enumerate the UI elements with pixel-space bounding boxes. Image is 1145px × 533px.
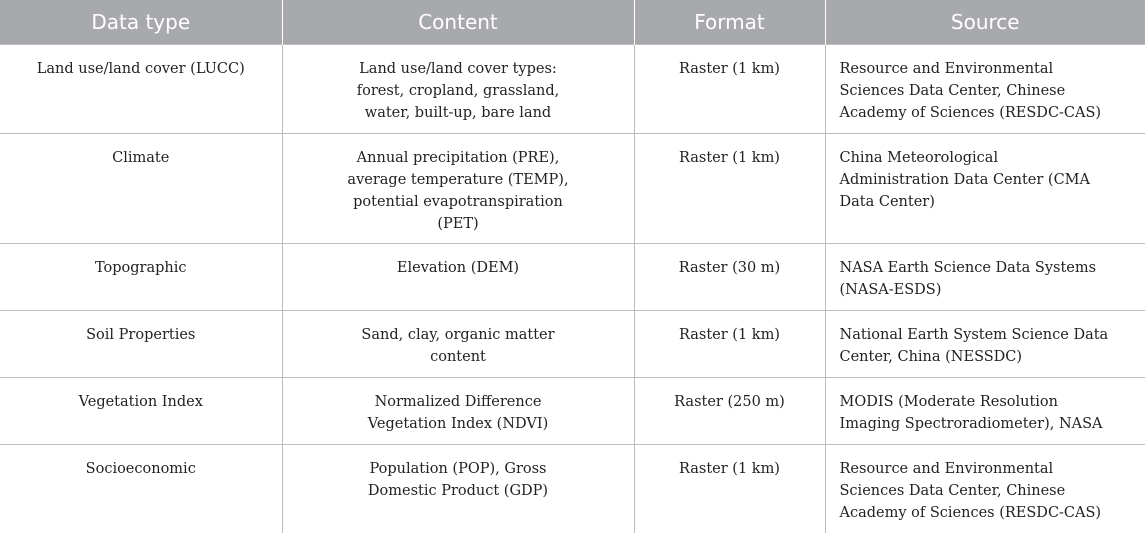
format-text: Raster (1 km)	[679, 147, 780, 169]
table-body	[0, 45, 1145, 533]
header-row	[0, 0, 1145, 45]
source-text: Resource and Environmental Sciences Data Center, Chinese Academy of Sciences (RESDC-CAS)	[840, 458, 1110, 524]
cell-format	[634, 445, 825, 533]
data-type-text: Climate	[112, 147, 169, 169]
table-row	[0, 45, 1145, 134]
format-text: Raster (1 km)	[679, 58, 780, 80]
data-type-text: Soil Properties	[86, 324, 195, 346]
cell-data-type	[0, 134, 282, 244]
data-type-text: Vegetation Index	[79, 391, 203, 413]
format-text: Raster (1 km)	[679, 458, 780, 480]
cell-data-type	[0, 378, 282, 445]
header-source: Source	[825, 0, 1145, 45]
header-format: Format	[634, 0, 825, 45]
source-text: NASA Earth Science Data Systems (NASA-ESDS)	[840, 257, 1110, 301]
table-row	[0, 445, 1145, 533]
cell-content	[282, 311, 634, 378]
data-type-text: Topographic	[95, 257, 187, 279]
cell-source	[825, 311, 1145, 378]
source-text: China Meteorological Administration Data Center (CMA Data Center)	[840, 147, 1110, 213]
cell-data-type	[0, 45, 282, 134]
table-row	[0, 378, 1145, 445]
cell-format	[634, 244, 825, 311]
content-text: Population (POP), Gross Domestic Product (GDP)	[338, 458, 578, 502]
cell-data-type	[0, 445, 282, 533]
table-row	[0, 244, 1145, 311]
header-data-type: Data type	[0, 0, 282, 45]
cell-format	[634, 311, 825, 378]
cell-format	[634, 45, 825, 134]
source-text: Resource and Environmental Sciences Data Center, Chinese Academy of Sciences (RESDC-CAS)	[840, 58, 1110, 124]
cell-source	[825, 134, 1145, 244]
cell-data-type	[0, 311, 282, 378]
cell-source	[825, 45, 1145, 134]
cell-content	[282, 378, 634, 445]
data-type-text: Socioeconomic	[86, 458, 196, 480]
cell-content	[282, 134, 634, 244]
cell-format	[634, 378, 825, 445]
cell-source	[825, 244, 1145, 311]
content-text: Sand, clay, organic matter content	[338, 324, 578, 368]
source-text: MODIS (Moderate Resolution Imaging Spectroradiometer), NASA	[840, 391, 1110, 435]
cell-data-type	[0, 244, 282, 311]
cell-content	[282, 244, 634, 311]
content-text: Land use/land cover types: forest, cropland, grassland, water, built-up, bare land	[338, 58, 578, 124]
header-content: Content	[282, 0, 634, 45]
table-row	[0, 311, 1145, 378]
table-header	[0, 0, 1145, 45]
cell-source	[825, 378, 1145, 445]
format-text: Raster (30 m)	[679, 257, 780, 279]
content-text: Elevation (DEM)	[338, 257, 578, 279]
data-type-text: Land use/land cover (LUCC)	[37, 58, 245, 80]
cell-format	[634, 134, 825, 244]
content-text: Annual precipitation (PRE), average temperature (TEMP), potential evapotranspiration (PET)	[338, 147, 578, 235]
format-text: Raster (250 m)	[674, 391, 785, 413]
cell-source	[825, 445, 1145, 533]
content-text: Normalized Difference Vegetation Index (NDVI)	[338, 391, 578, 435]
table-row	[0, 134, 1145, 244]
cell-content	[282, 445, 634, 533]
cell-content	[282, 45, 634, 134]
source-text: National Earth System Science Data Center, China (NESSDC)	[840, 324, 1110, 368]
format-text: Raster (1 km)	[679, 324, 780, 346]
